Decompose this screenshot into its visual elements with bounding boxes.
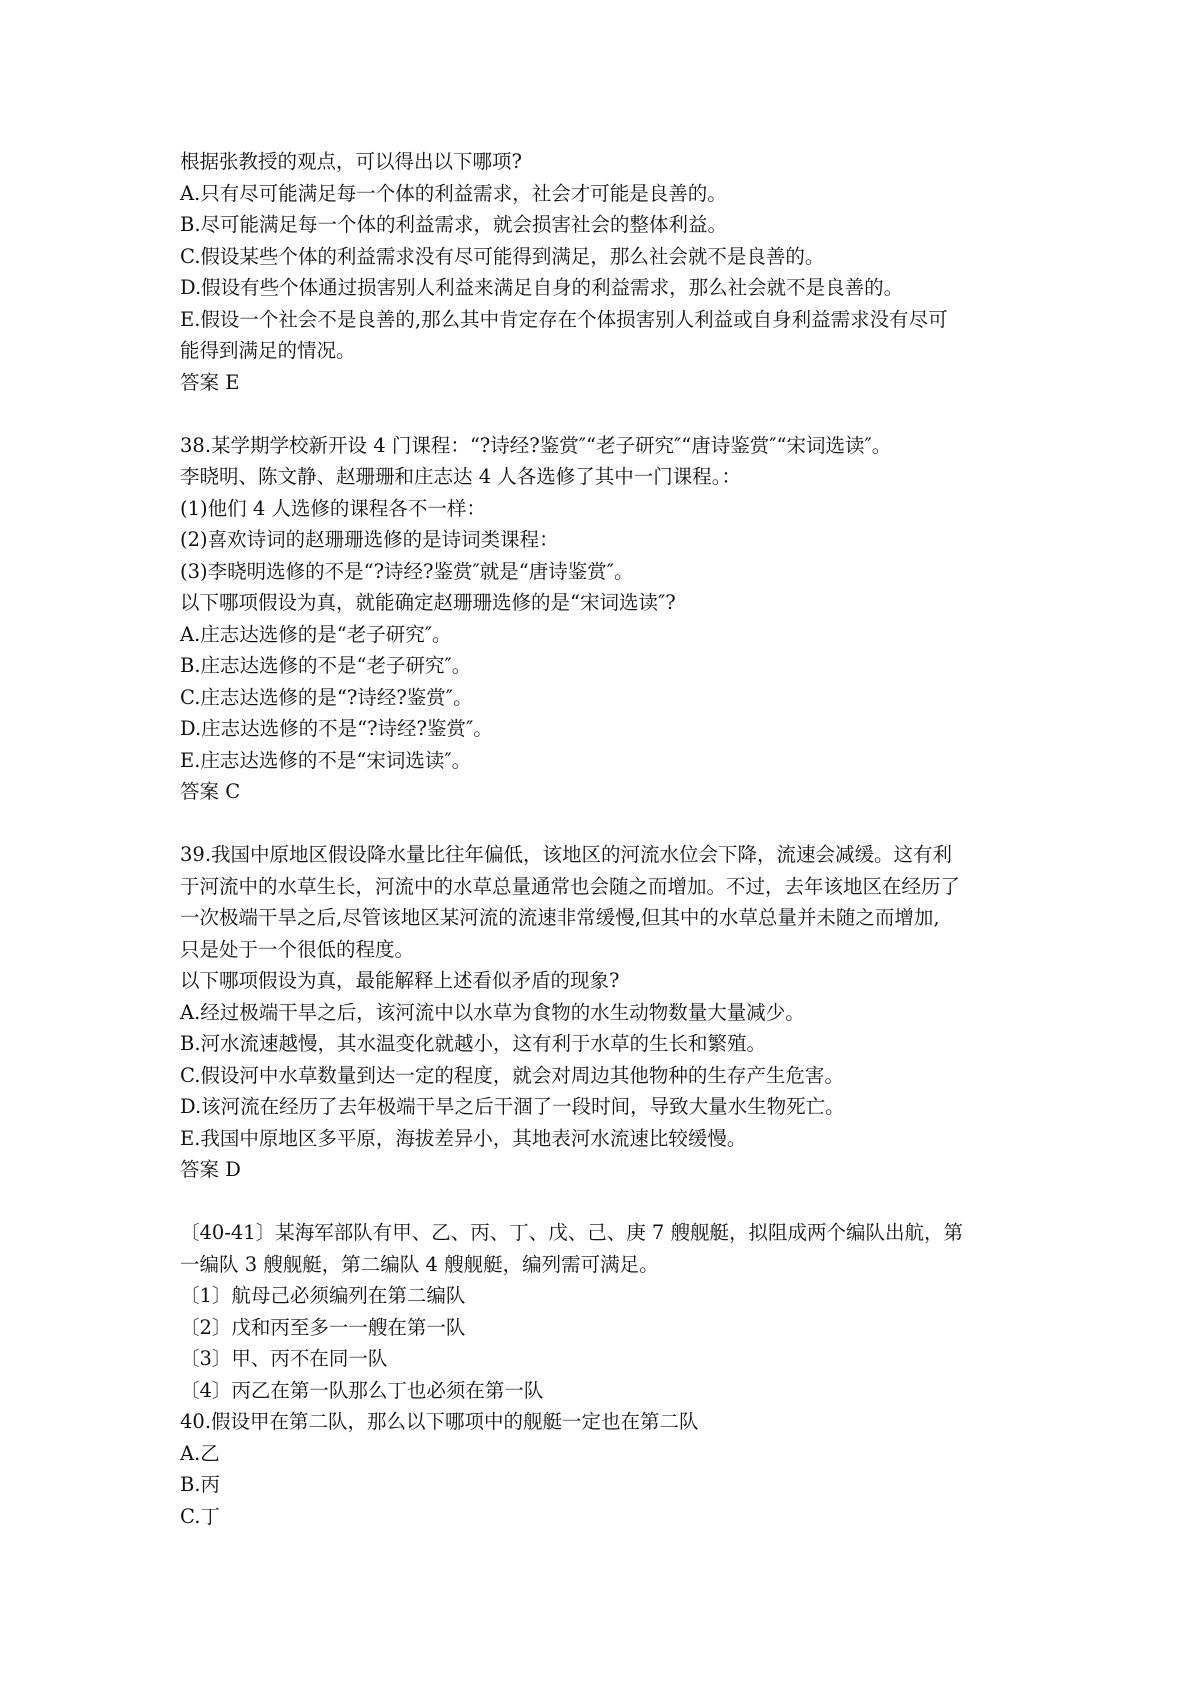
question-39-stem-continued: 于河流中的水草生长，河流中的水草总量通常也会随之而增加。不过，去年该地区在经历了 bbox=[180, 874, 961, 898]
question-39-answer: 答案 D bbox=[180, 1158, 241, 1181]
question-39-option-b: B.河水流速越慢，其水温变化就越小，这有利于水草的生长和繁殖。 bbox=[180, 1032, 767, 1055]
question-38-condition-1: (1)他们 4 人选修的课程各不一样： bbox=[180, 496, 486, 520]
paragraph-gap bbox=[180, 808, 1020, 840]
question-38-answer: 答案 C bbox=[180, 780, 241, 803]
question-40-41-rule-2: 〔2〕戊和丙至多一一艘在第一队 bbox=[180, 1315, 466, 1339]
question-38-option-c: C.庄志达选修的是“?诗经?鉴赏″。 bbox=[180, 685, 473, 709]
question-37-answer: 答案 E bbox=[180, 370, 240, 394]
question-40-block bbox=[180, 1217, 1020, 1532]
document-body bbox=[180, 146, 1020, 1532]
question-40-option-a: A.乙 bbox=[180, 1441, 220, 1465]
question-38-stem: 38.某学期学校新开设 4 门课程：“?诗经?鉴赏″“老子研究″“唐诗鉴赏″“宋词选读″。 bbox=[180, 433, 892, 457]
question-39-block bbox=[180, 839, 1020, 1186]
question-37-option-c: C.假设某些个体的利益需求没有尽可能得到满足，那么社会就不是良善的。 bbox=[180, 244, 825, 268]
question-39-stem: 39.我国中原地区假设降水量比往年偏低，该地区的河流水位会下降，流速会减缓。这有利 bbox=[180, 843, 953, 866]
question-40-stem: 40.假设甲在第二队，那么以下哪项中的舰艇一定也在第二队 bbox=[180, 1410, 699, 1433]
question-40-41-rule-4: 〔4〕丙乙在第一队那么丁也必须在第一队 bbox=[180, 1378, 544, 1402]
question-38-block bbox=[180, 430, 1020, 808]
question-39-option-c: C.假设河中水草数量到达一定的程度，就会对周边其他物种的生存产生危害。 bbox=[180, 1063, 844, 1087]
question-37-option-d: D.假设有些个体通过损害别人利益来满足自身的利益需求，那么社会就不是良善的。 bbox=[180, 276, 904, 299]
question-37-option-b: B.尽可能满足每一个体的利益需求，就会损害社会的整体利益。 bbox=[180, 213, 728, 236]
question-39-prompt: 以下哪项假设为真，最能解释上述看似矛盾的现象? bbox=[180, 969, 620, 992]
question-40-option-c: C.丁 bbox=[180, 1504, 220, 1528]
question-37-block bbox=[180, 146, 1020, 398]
question-40-option-b: B.丙 bbox=[180, 1473, 221, 1496]
question-39-stem-continued: 只是处于一个很低的程度。 bbox=[180, 937, 415, 961]
question-38-condition-2: (2)喜欢诗词的赵珊珊选修的是诗词类课程： bbox=[180, 528, 559, 551]
question-38-condition-3: (3)李晓明选修的不是“?诗经?鉴赏″就是“唐诗鉴赏″。 bbox=[180, 559, 634, 583]
question-40-41-rule-1: 〔1〕航母己必须编列在第二编队 bbox=[180, 1284, 466, 1307]
question-40-41-rule-3: 〔3〕甲、丙不在同一队 bbox=[180, 1347, 388, 1370]
question-37-option-e: E.假设一个社会不是良善的,那么其中肯定存在个体损害别人利益或自身利益需求没有尽可 bbox=[180, 307, 948, 331]
question-39-stem-continued: 一次极端干旱之后,尽管该地区某河流的流速非常缓慢,但其中的水草总量并未随之而增加, bbox=[180, 906, 940, 929]
question-38-option-b: B.庄志达选修的不是“老子研究″。 bbox=[180, 654, 472, 677]
question-39-option-e: E.我国中原地区多平原，海拔差异小，其地表河水流速比较缓慢。 bbox=[180, 1126, 747, 1150]
question-40-41-intro: 〔40-41〕某海军部队有甲、乙、丙、丁、戊、己、庚 7 艘舰艇，拟阻成两个编队出航，第 bbox=[180, 1221, 964, 1244]
question-38-stem-continued: 李晓明、陈文静、赵珊珊和庄志达 4 人各选修了其中一门课程。： bbox=[180, 465, 742, 488]
question-38-prompt: 以下哪项假设为真，就能确定赵珊珊选修的是“宋词选读″? bbox=[180, 591, 676, 614]
question-38-option-d: D.庄志达选修的不是“?诗经?鉴赏″。 bbox=[180, 717, 493, 740]
question-37-stem: 根据张教授的观点，可以得出以下哪项? bbox=[180, 150, 522, 173]
question-39-option-d: D.该河流在经历了去年极端干旱之后干涸了一段时间，导致大量水生物死亡。 bbox=[180, 1095, 845, 1118]
question-40-41-intro-continued: 一编队 3 艘舰艇，第二编队 4 艘舰艇，编列需可满足。 bbox=[180, 1252, 659, 1276]
paragraph-gap bbox=[180, 398, 1020, 430]
question-38-option-e: E.庄志达选修的不是“宋词选读″。 bbox=[180, 748, 472, 772]
question-37-option-e-continued: 能得到满足的情况。 bbox=[180, 339, 356, 362]
question-39-option-a: A.经过极端干旱之后，该河流中以水草为食物的水生动物数量大量减少。 bbox=[180, 1000, 805, 1024]
paragraph-gap bbox=[180, 1186, 1020, 1218]
question-37-option-a: A.只有尽可能满足每一个体的利益需求，社会才可能是良善的。 bbox=[180, 181, 727, 205]
question-38-option-a: A.庄志达选修的是“老子研究″。 bbox=[180, 622, 452, 646]
